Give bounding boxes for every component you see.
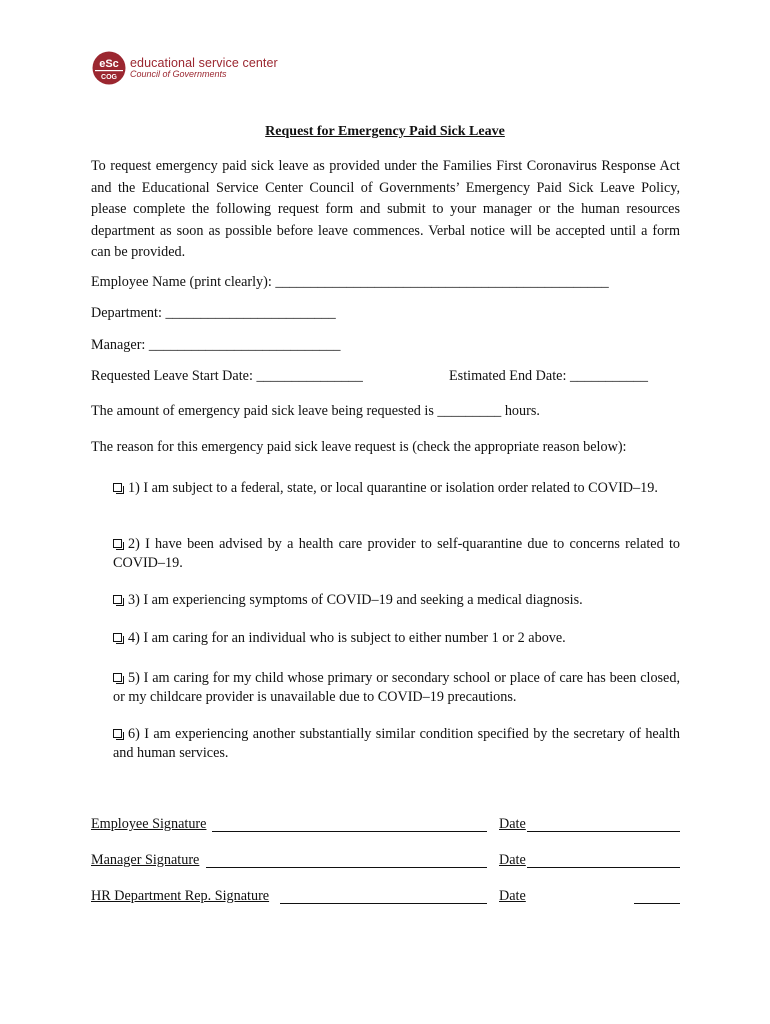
reason-text: 2) I have been advised by a health care provider to self-quarantine due to concerns related to COVID–19. bbox=[113, 536, 680, 571]
logo-mark-top: eSc bbox=[99, 58, 119, 70]
esc-cog-logo-icon bbox=[92, 51, 126, 85]
employee-signature-label: Employee Signature bbox=[91, 816, 207, 832]
form-title: Request for Emergency Paid Sick Leave bbox=[265, 124, 505, 139]
intro-paragraph: To request emergency paid sick leave as provided under the Families First Coronavirus Response Act and the Educational Service Center Council of Governments’ Emergency Paid Sick Leave Policy, please complete the following request form and submit to your manager or the human resources department as soon as possible before leave commences. Verbal notice will be accepted until a form can be provided. bbox=[91, 158, 680, 260]
manager-signature-label: Manager Signature bbox=[91, 852, 200, 868]
hours-requested-field[interactable]: The amount of emergency paid sick leave being requested is _________ hours. bbox=[91, 403, 540, 419]
reason-text: 5) I am caring for my child whose primary or secondary school or place of care has been closed, or my childcare provider is unavailable due to COVID–19 precautions. bbox=[113, 670, 680, 705]
manager-date-line[interactable] bbox=[527, 867, 680, 868]
reason-option bbox=[113, 669, 680, 706]
reason-option bbox=[113, 479, 680, 498]
hr-signature-label: HR Department Rep. Signature bbox=[91, 888, 270, 904]
organization-logo bbox=[92, 51, 278, 85]
hr-signature-line[interactable] bbox=[280, 903, 487, 904]
reason-option bbox=[113, 629, 680, 648]
reason-option bbox=[113, 591, 680, 610]
estimated-end-date-field[interactable]: Estimated End Date: ___________ bbox=[449, 368, 648, 384]
employee-date-label: Date bbox=[499, 816, 526, 832]
reason-text: 6) I am experiencing another substantially similar condition specified by the secretary of health and human services. bbox=[113, 726, 680, 761]
checkbox-icon[interactable] bbox=[113, 595, 122, 604]
manager-field[interactable]: Manager: ___________________________ bbox=[91, 337, 341, 353]
logo-mark-bottom: COG bbox=[101, 74, 117, 81]
reason-text: 1) I am subject to a federal, state, or local quarantine or isolation order related to COVID–19. bbox=[128, 480, 658, 496]
manager-signature-line[interactable] bbox=[206, 867, 487, 868]
checkbox-icon[interactable] bbox=[113, 483, 122, 492]
hr-date-label: Date bbox=[499, 888, 526, 904]
checkbox-icon[interactable] bbox=[113, 729, 122, 738]
employee-date-line[interactable] bbox=[527, 831, 680, 832]
manager-date-label: Date bbox=[499, 852, 526, 868]
department-field[interactable]: Department: ________________________ bbox=[91, 305, 336, 321]
reason-prompt: The reason for this emergency paid sick leave request is (check the appropriate reason below): bbox=[91, 439, 627, 455]
logo-subtitle: Council of Governments bbox=[130, 69, 227, 80]
checkbox-icon[interactable] bbox=[113, 633, 122, 642]
checkbox-icon[interactable] bbox=[113, 539, 122, 548]
reason-text: 4) I am caring for an individual who is subject to either number 1 or 2 above. bbox=[128, 630, 566, 646]
hr-date-line[interactable] bbox=[634, 903, 680, 904]
leave-start-date-field[interactable]: Requested Leave Start Date: _______________ bbox=[91, 368, 363, 384]
reason-option bbox=[113, 535, 680, 572]
employee-name-field[interactable]: Employee Name (print clearly): _______________________________________________ bbox=[91, 274, 609, 290]
employee-signature-line[interactable] bbox=[212, 831, 487, 832]
logo-name: educational service center bbox=[130, 55, 278, 70]
checkbox-icon[interactable] bbox=[113, 673, 122, 682]
reason-option bbox=[113, 725, 680, 762]
reason-text: 3) I am experiencing symptoms of COVID–19 and seeking a medical diagnosis. bbox=[128, 592, 583, 608]
